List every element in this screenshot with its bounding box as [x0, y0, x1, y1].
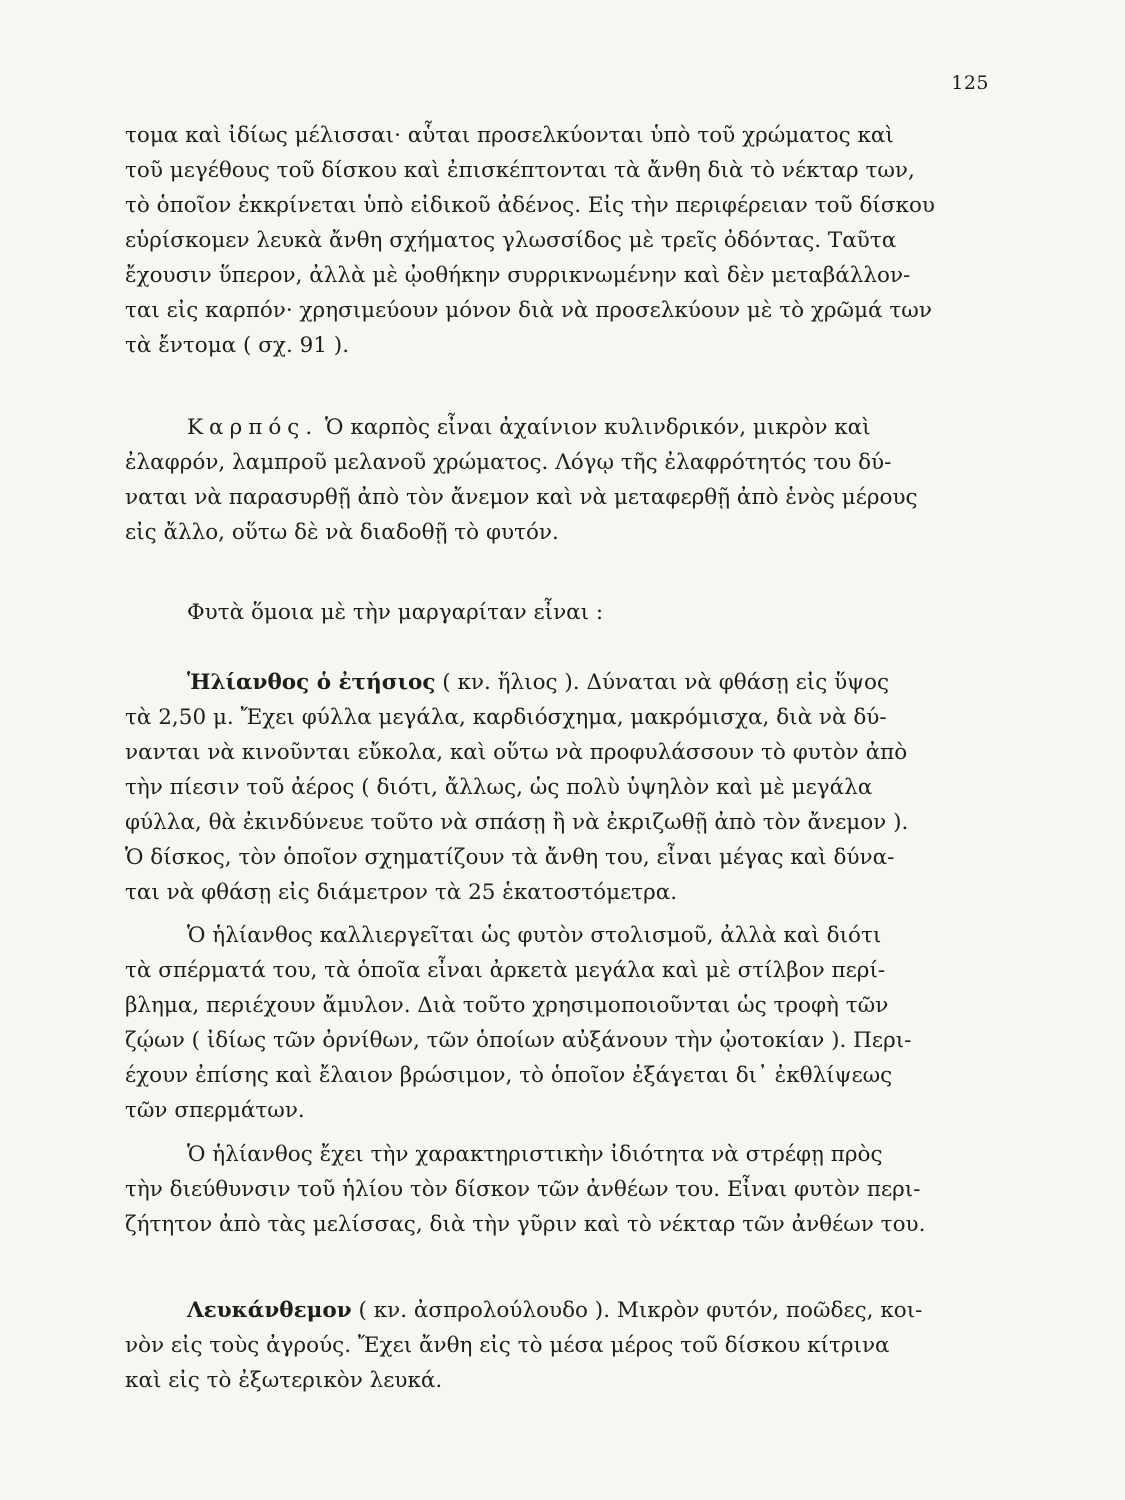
heading-line-rest: ( κν. ἥλιος ). Δύναται νὰ φθάσῃ εἰς ὕψος	[435, 670, 890, 695]
text-line: ἔχουσιν ὕπερον, ἀλλὰ μὲ ᾠοθήκην συρρικνωμένην καὶ δὲν μεταβάλλον-	[125, 263, 911, 288]
text-line: φύλλα, θὰ ἐκινδύνευε τοῦτο νὰ σπάσῃ ἢ νὰ ἐκριζωθῇ ἀπὸ τὸν ἄνεμον ).	[125, 810, 909, 835]
text-line: τὴν πίεσιν τοῦ ἀέρος ( διότι, ἄλλως, ὡς πολὺ ὑψηλὸν καὶ μὲ μεγάλα	[125, 775, 873, 800]
term-heading-leucanthemum: Λευκάνθεμον	[187, 1298, 352, 1323]
text-line: έχουν ἐπίσης καὶ ἔλαιον βρώσιμον, τὸ ὁποῖον ἐξάγεται δι᾽ ἐκθλίψεως	[125, 1063, 893, 1088]
text-line: τοῦ μεγέθους τοῦ δίσκου καὶ ἐπισκέπτονται τὰ ἄνθη διὰ τὸ νέκταρ των,	[125, 158, 915, 183]
paragraph-sunflower	[125, 665, 985, 910]
paragraph-leucanthemum	[125, 1293, 985, 1398]
text-line: καὶ εἰς τὸ ἐξωτερικὸν λευκά.	[125, 1368, 443, 1393]
paragraph-fruit	[125, 410, 985, 550]
text-line: Ὁ ἡλίανθος ἔχει τὴν χαρακτηριστικὴν ἰδιότητα νὰ στρέφῃ πρὸς	[187, 1142, 883, 1167]
text-line: ται νὰ φθάσῃ εἰς διάμετρον τὰ 25 ἑκατοστόμετρα.	[125, 880, 678, 905]
term-heading-sunflower: Ἡλίανθος ὁ ἐτήσιος	[187, 670, 436, 695]
text-line	[125, 1293, 985, 1328]
text-line: τὴν διεύθυνσιν τοῦ ἡλίου τὸν δίσκον τῶν ἀνθέων του. Εἶναι φυτὸν περι-	[125, 1177, 921, 1202]
paragraph-sunflower-heliotropism	[125, 1137, 985, 1242]
text-line: Φυτὰ ὅμοια μὲ τὴν μαργαρίταν εἶναι :	[187, 600, 604, 625]
text-line	[125, 665, 985, 700]
text-line: ται εἰς καρπόν· χρησιμεύουν μόνον διὰ νὰ προσελκύουν μὲ τὸ χρῶμά των	[125, 298, 932, 323]
text-line: ζῴων ( ἰδίως τῶν ὀρνίθων, τῶν ὁποίων αὐξάνουν τὴν ᾠοτοκίαν ). Περι-	[125, 1028, 912, 1053]
text-line: εἰς ἄλλο, οὕτω δὲ νὰ διαδοθῇ τὸ φυτόν.	[125, 520, 559, 545]
page-number: 125	[951, 72, 989, 94]
text-line: νὸν εἰς τοὺς ἀγρούς. Ἔχει ἄνθη εἰς τὸ μέσα μέρος τοῦ δίσκου κίτρινα	[125, 1333, 890, 1358]
text-line: τὰ σπέρματά του, τὰ ὁποῖα εἶναι ἀρκετὰ μεγάλα καὶ μὲ στίλβον περί-	[125, 958, 886, 983]
paragraph-similar-plants	[125, 595, 985, 630]
heading-line-rest: ( κν. ἀσπρολούλουδο ). Μικρὸν φυτόν, ποῶδες, κοι-	[351, 1298, 923, 1323]
text-line: Ὁ δίσκος, τὸν ὁποῖον σχηματίζουν τὰ ἄνθη του, εἶναι μέγας καὶ δύνα-	[125, 845, 895, 870]
text-line: ναται νὰ παρασυρθῇ ἀπὸ τὸν ἄνεμον καὶ νὰ μεταφερθῇ ἀπὸ ἑνὸς μέρους	[125, 485, 918, 510]
text-line: τὸ ὁποῖον ἐκκρίνεται ὑπὸ εἰδικοῦ ἀδένος. Εἰς τὴν περιφέρειαν τοῦ δίσκου	[125, 193, 935, 218]
text-line: τομα καὶ ἰδίως μέλισσαι· αὗται προσελκύονται ὑπὸ τοῦ χρώματος καὶ	[125, 123, 894, 148]
text-line: τὰ ἔντομα ( σχ. 91 ).	[125, 333, 350, 358]
text-line: ζήτητον ἀπὸ τὰς μελίσσας, διὰ τὴν γῦριν καὶ τὸ νέκταρ τῶν ἀνθέων του.	[125, 1212, 926, 1237]
paragraph-flower-description	[125, 118, 985, 363]
paragraph-sunflower-cultivation	[125, 918, 985, 1128]
text-line: Ὁ ἡλίανθος καλλιεργεῖται ὡς φυτὸν στολισμοῦ, ἀλλὰ καὶ διότι	[187, 923, 882, 948]
heading-line-rest: Ὁ καρπὸς εἶναι ἀχαίνιον κυλινδρικόν, μικρὸν καὶ	[318, 415, 871, 440]
section-heading-fruit: Καρπός.	[187, 415, 319, 440]
text-line: τῶν σπερμάτων.	[125, 1098, 305, 1123]
text-line	[125, 410, 985, 445]
text-line: ἐλαφρόν, λαμπροῦ μελανοῦ χρώματος. Λόγῳ τῆς ἐλαφρότητός του δύ-	[125, 450, 892, 475]
text-line: νανται νὰ κινοῦνται εὔκολα, καὶ οὕτω νὰ προφυλάσσουν τὸ φυτὸν ἀπὸ	[125, 740, 908, 765]
text-line: εὑρίσκομεν λευκὰ ἄνθη σχήματος γλωσσίδος μὲ τρεῖς ὀδόντας. Ταῦτα	[125, 228, 897, 253]
text-line: βλημα, περιέχουν ἄμυλον. Διὰ τοῦτο χρησιμοποιοῦνται ὡς τροφὴ τῶν	[125, 993, 889, 1018]
text-line: τὰ 2,50 μ. Ἔχει φύλλα μεγάλα, καρδιόσχημα, μακρόμισχα, διὰ νὰ δύ-	[125, 705, 887, 730]
